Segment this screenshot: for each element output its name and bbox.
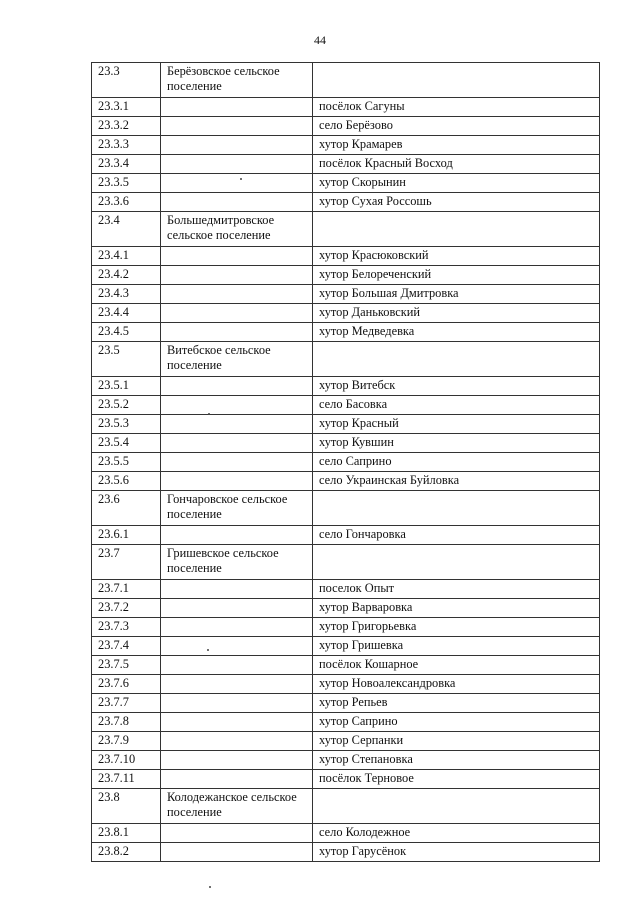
settlement-name-cell <box>161 526 313 545</box>
scan-speck <box>207 649 209 651</box>
settlement-name-cell <box>161 285 313 304</box>
locality-row <box>92 136 600 155</box>
locality-name-cell <box>313 491 600 526</box>
locality-row <box>92 396 600 415</box>
row-number-cell: 23.5.2 <box>92 396 161 415</box>
settlement-name-cell <box>161 415 313 434</box>
locality-name-cell: поселок Опыт <box>313 580 600 599</box>
locality-name-cell: хутор Гришевка <box>313 637 600 656</box>
locality-row <box>92 377 600 396</box>
locality-row <box>92 751 600 770</box>
locality-name-cell: хутор Гарусёнок <box>313 843 600 862</box>
row-number-cell: 23.7.5 <box>92 656 161 675</box>
locality-name-cell: хутор Новоалександровка <box>313 675 600 694</box>
locality-row <box>92 323 600 342</box>
row-number-cell: 23.7.6 <box>92 675 161 694</box>
row-number-cell: 23.7.2 <box>92 599 161 618</box>
settlement-row <box>92 63 600 98</box>
settlement-name-cell <box>161 193 313 212</box>
row-number-cell: 23.5.3 <box>92 415 161 434</box>
locality-name-cell: посёлок Терновое <box>313 770 600 789</box>
locality-name-cell: хутор Медведевка <box>313 323 600 342</box>
row-number-cell: 23.3.3 <box>92 136 161 155</box>
locality-name-cell: хутор Красный <box>313 415 600 434</box>
locality-row <box>92 415 600 434</box>
row-number-cell: 23.3.5 <box>92 174 161 193</box>
settlement-name-cell <box>161 377 313 396</box>
settlement-row <box>92 491 600 526</box>
settlement-name-cell <box>161 675 313 694</box>
locality-row <box>92 155 600 174</box>
settlement-name-cell <box>161 580 313 599</box>
settlement-row <box>92 342 600 377</box>
settlement-name-cell: Витебское сельское поселение <box>161 342 313 377</box>
settlement-row <box>92 789 600 824</box>
settlement-name-cell <box>161 266 313 285</box>
locality-row <box>92 285 600 304</box>
settlement-name-cell <box>161 472 313 491</box>
settlement-name-cell <box>161 694 313 713</box>
locality-name-cell: хутор Даньковский <box>313 304 600 323</box>
locality-name-cell: хутор Витебск <box>313 377 600 396</box>
settlement-name-cell <box>161 117 313 136</box>
locality-row <box>92 174 600 193</box>
row-number-cell: 23.7 <box>92 545 161 580</box>
locality-row <box>92 526 600 545</box>
settlement-name-cell <box>161 155 313 174</box>
settlement-name-cell <box>161 713 313 732</box>
settlement-name-cell: Колодежанское сельское поселение <box>161 789 313 824</box>
locality-name-cell: посёлок Красный Восход <box>313 155 600 174</box>
row-number-cell: 23.5.1 <box>92 377 161 396</box>
locality-row <box>92 193 600 212</box>
scan-speck <box>208 413 210 415</box>
locality-name-cell <box>313 212 600 247</box>
row-number-cell: 23.4.1 <box>92 247 161 266</box>
locality-name-cell: село Берёзово <box>313 117 600 136</box>
row-number-cell: 23.4 <box>92 212 161 247</box>
settlement-row <box>92 545 600 580</box>
row-number-cell: 23.4.2 <box>92 266 161 285</box>
locality-name-cell: село Колодежное <box>313 824 600 843</box>
locality-row <box>92 843 600 862</box>
settlement-name-cell <box>161 599 313 618</box>
locality-row <box>92 580 600 599</box>
page-number: 44 <box>314 33 326 47</box>
row-number-cell: 23.5.4 <box>92 434 161 453</box>
locality-row <box>92 656 600 675</box>
row-number-cell: 23.4.3 <box>92 285 161 304</box>
locality-row <box>92 304 600 323</box>
locality-name-cell: хутор Серпанки <box>313 732 600 751</box>
row-number-cell: 23.7.3 <box>92 618 161 637</box>
locality-name-cell: посёлок Сагуны <box>313 98 600 117</box>
settlement-name-cell <box>161 174 313 193</box>
locality-row <box>92 675 600 694</box>
row-number-cell: 23.5 <box>92 342 161 377</box>
locality-name-cell: хутор Большая Дмитровка <box>313 285 600 304</box>
settlement-name-cell <box>161 843 313 862</box>
locality-row <box>92 266 600 285</box>
row-number-cell: 23.4.4 <box>92 304 161 323</box>
settlement-name-cell <box>161 304 313 323</box>
row-number-cell: 23.3.6 <box>92 193 161 212</box>
settlement-name-cell <box>161 136 313 155</box>
row-number-cell: 23.8 <box>92 789 161 824</box>
settlement-name-cell: Гришевское сельское поселение <box>161 545 313 580</box>
table-body <box>92 63 600 862</box>
locality-row <box>92 98 600 117</box>
row-number-cell: 23.3.1 <box>92 98 161 117</box>
settlement-name-cell: Гончаровское сельское поселение <box>161 491 313 526</box>
locality-name-cell: хутор Степановка <box>313 751 600 770</box>
row-number-cell: 23.6.1 <box>92 526 161 545</box>
settlement-name-cell <box>161 98 313 117</box>
locality-row <box>92 472 600 491</box>
row-number-cell: 23.5.6 <box>92 472 161 491</box>
locality-name-cell: хутор Саприно <box>313 713 600 732</box>
settlement-name-cell <box>161 824 313 843</box>
settlement-name-cell <box>161 770 313 789</box>
locality-name-cell: хутор Кувшин <box>313 434 600 453</box>
row-number-cell: 23.4.5 <box>92 323 161 342</box>
settlement-name-cell <box>161 656 313 675</box>
row-number-cell: 23.6 <box>92 491 161 526</box>
locality-row <box>92 599 600 618</box>
locality-name-cell: хутор Варваровка <box>313 599 600 618</box>
settlement-row <box>92 212 600 247</box>
row-number-cell: 23.8.2 <box>92 843 161 862</box>
locality-name-cell: село Саприно <box>313 453 600 472</box>
locality-row <box>92 770 600 789</box>
row-number-cell: 23.8.1 <box>92 824 161 843</box>
locality-name-cell <box>313 63 600 98</box>
locality-name-cell: хутор Григорьевка <box>313 618 600 637</box>
settlement-name-cell <box>161 323 313 342</box>
settlement-name-cell <box>161 434 313 453</box>
locality-row <box>92 618 600 637</box>
settlement-name-cell <box>161 396 313 415</box>
locality-name-cell: село Гончаровка <box>313 526 600 545</box>
row-number-cell: 23.7.1 <box>92 580 161 599</box>
locality-row <box>92 713 600 732</box>
locality-name-cell: хутор Белореченский <box>313 266 600 285</box>
row-number-cell: 23.3 <box>92 63 161 98</box>
row-number-cell: 23.3.2 <box>92 117 161 136</box>
locality-row <box>92 637 600 656</box>
settlement-name-cell <box>161 751 313 770</box>
locality-name-cell <box>313 545 600 580</box>
locality-name-cell: хутор Репьев <box>313 694 600 713</box>
settlement-name-cell <box>161 247 313 266</box>
settlement-name-cell <box>161 618 313 637</box>
locality-table <box>91 62 600 862</box>
row-number-cell: 23.7.11 <box>92 770 161 789</box>
row-number-cell: 23.7.10 <box>92 751 161 770</box>
locality-name-cell: хутор Сухая Россошь <box>313 193 600 212</box>
locality-row <box>92 824 600 843</box>
row-number-cell: 23.7.9 <box>92 732 161 751</box>
locality-row <box>92 247 600 266</box>
locality-name-cell <box>313 789 600 824</box>
locality-row <box>92 453 600 472</box>
row-number-cell: 23.3.4 <box>92 155 161 174</box>
row-number-cell: 23.7.8 <box>92 713 161 732</box>
row-number-cell: 23.7.7 <box>92 694 161 713</box>
scan-speck <box>240 178 242 180</box>
scan-speck <box>209 886 211 888</box>
locality-row <box>92 434 600 453</box>
locality-name-cell <box>313 342 600 377</box>
locality-name-cell: посёлок Кошарное <box>313 656 600 675</box>
row-number-cell: 23.5.5 <box>92 453 161 472</box>
locality-name-cell: хутор Красюковский <box>313 247 600 266</box>
settlement-name-cell <box>161 732 313 751</box>
locality-name-cell: хутор Крамарев <box>313 136 600 155</box>
row-number-cell: 23.7.4 <box>92 637 161 656</box>
locality-name-cell: село Украинская Буйловка <box>313 472 600 491</box>
locality-row <box>92 694 600 713</box>
locality-name-cell: село Басовка <box>313 396 600 415</box>
locality-row <box>92 732 600 751</box>
settlement-name-cell <box>161 453 313 472</box>
settlement-name-cell: Большедмитровское сельское поселение <box>161 212 313 247</box>
locality-row <box>92 117 600 136</box>
settlement-name-cell <box>161 637 313 656</box>
settlement-name-cell: Берёзовское сельское поселение <box>161 63 313 98</box>
locality-name-cell: хутор Скорынин <box>313 174 600 193</box>
